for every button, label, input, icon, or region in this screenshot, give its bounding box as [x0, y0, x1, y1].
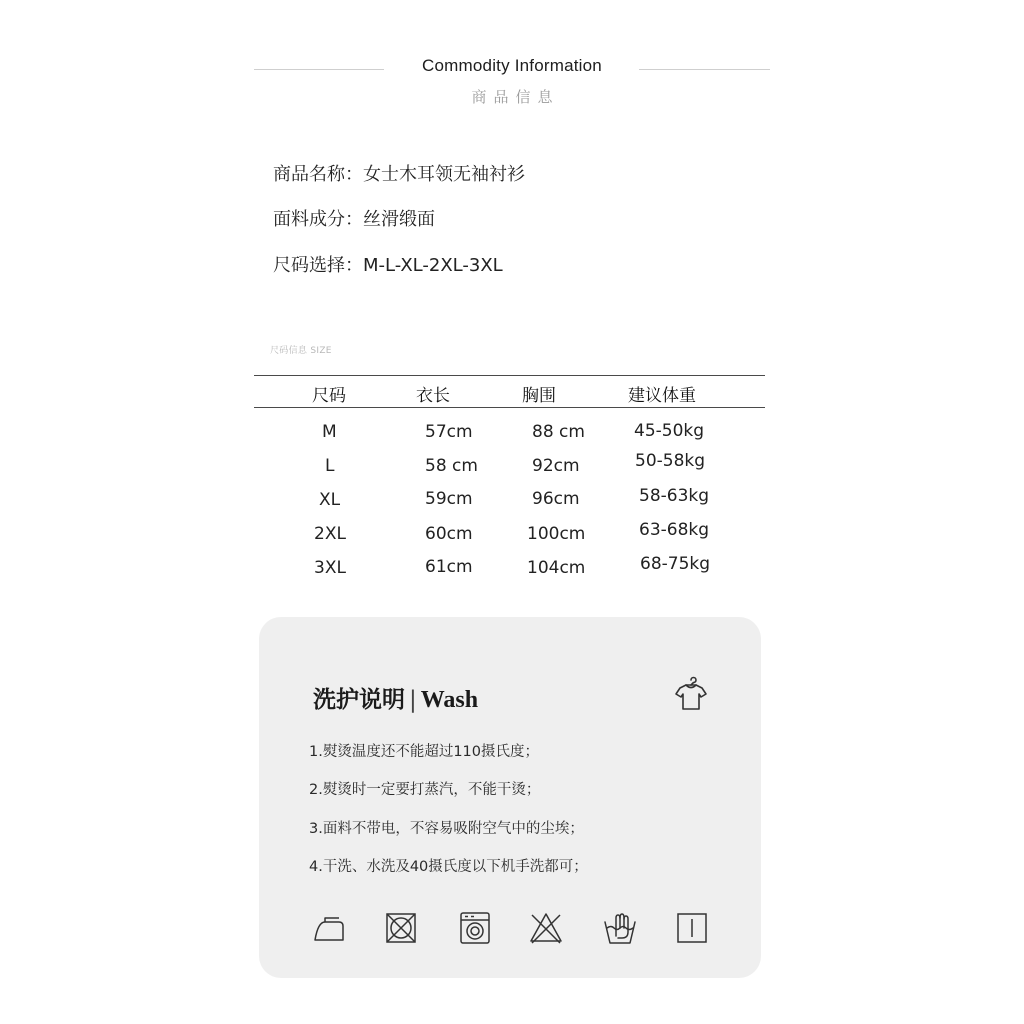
header-weight: 建议体重: [628, 386, 696, 406]
cell-bust: 104cm: [527, 558, 586, 578]
cell-size: M: [322, 422, 337, 442]
header-bust: 胸围: [522, 386, 556, 406]
size-options-row: [273, 251, 503, 277]
hand-wash-icon: [602, 910, 638, 946]
fabric-label: 面料成分：: [273, 209, 363, 230]
product-name-label: 商品名称：: [273, 164, 363, 185]
wash-tip-3: 3.面料不带电，不容易吸附空气中的尘埃；: [309, 821, 584, 837]
cell-length: 57cm: [425, 422, 473, 442]
shirt-hanger-icon: [672, 676, 710, 712]
table-top-rule: [254, 375, 765, 376]
do-not-tumble-dry-icon: [383, 910, 419, 946]
cell-length: 59cm: [425, 489, 473, 509]
cell-bust: 92cm: [532, 456, 580, 476]
cell-size: XL: [319, 490, 341, 510]
wash-title: [313, 681, 478, 714]
cell-weight: 63-68kg: [639, 520, 710, 540]
cell-weight: 45-50kg: [634, 421, 705, 441]
wash-tip-4: 4.干洗、水洗及40摄氏度以下机手洗都可；: [309, 859, 588, 875]
fabric-value: 丝滑缎面: [363, 209, 435, 230]
cell-bust: 96cm: [532, 489, 580, 509]
size-options-label: 尺码选择：: [273, 255, 363, 276]
wash-title-cn: 洗护说明: [313, 687, 405, 713]
cell-size: 3XL: [314, 558, 346, 578]
cell-weight: 68-75kg: [640, 554, 711, 574]
fabric-row: [273, 205, 435, 231]
cell-weight: 58-63kg: [639, 486, 710, 506]
wash-title-separator: |: [409, 687, 417, 713]
header-size: 尺码: [312, 386, 346, 406]
section-subtitle: 商品信息: [471, 88, 560, 106]
wash-tip-1: 1.熨烫温度还不能超过110摄氏度；: [309, 744, 540, 760]
header-line-right: [639, 69, 770, 70]
do-not-bleach-icon: [528, 910, 564, 946]
cell-length: 60cm: [425, 524, 473, 544]
size-table-label: 尺码信息 SIZE: [270, 346, 332, 356]
product-name-row: [273, 160, 525, 186]
cell-length: 58 cm: [425, 456, 478, 476]
size-options-value: M-L-XL-2XL-3XL: [363, 255, 503, 276]
cell-size: 2XL: [314, 524, 346, 544]
cell-bust: 100cm: [527, 524, 586, 544]
product-name-value: 女士木耳领无袖衬衫: [363, 164, 525, 185]
cell-bust: 88 cm: [532, 422, 585, 442]
section-title: Commodity Information: [422, 56, 602, 75]
line-dry-icon: [674, 910, 710, 946]
cell-size: L: [325, 456, 335, 476]
header-length: 衣长: [416, 386, 450, 406]
cell-weight: 50-58kg: [635, 451, 706, 471]
table-header-rule: [254, 407, 765, 408]
header-line-left: [254, 69, 384, 70]
wash-tip-2: 2.熨烫时一定要打蒸汽，不能干烫；: [309, 782, 541, 798]
iron-icon: [311, 910, 347, 946]
machine-wash-icon: [457, 910, 493, 946]
cell-length: 61cm: [425, 557, 473, 577]
wash-title-en: Wash: [420, 687, 479, 713]
